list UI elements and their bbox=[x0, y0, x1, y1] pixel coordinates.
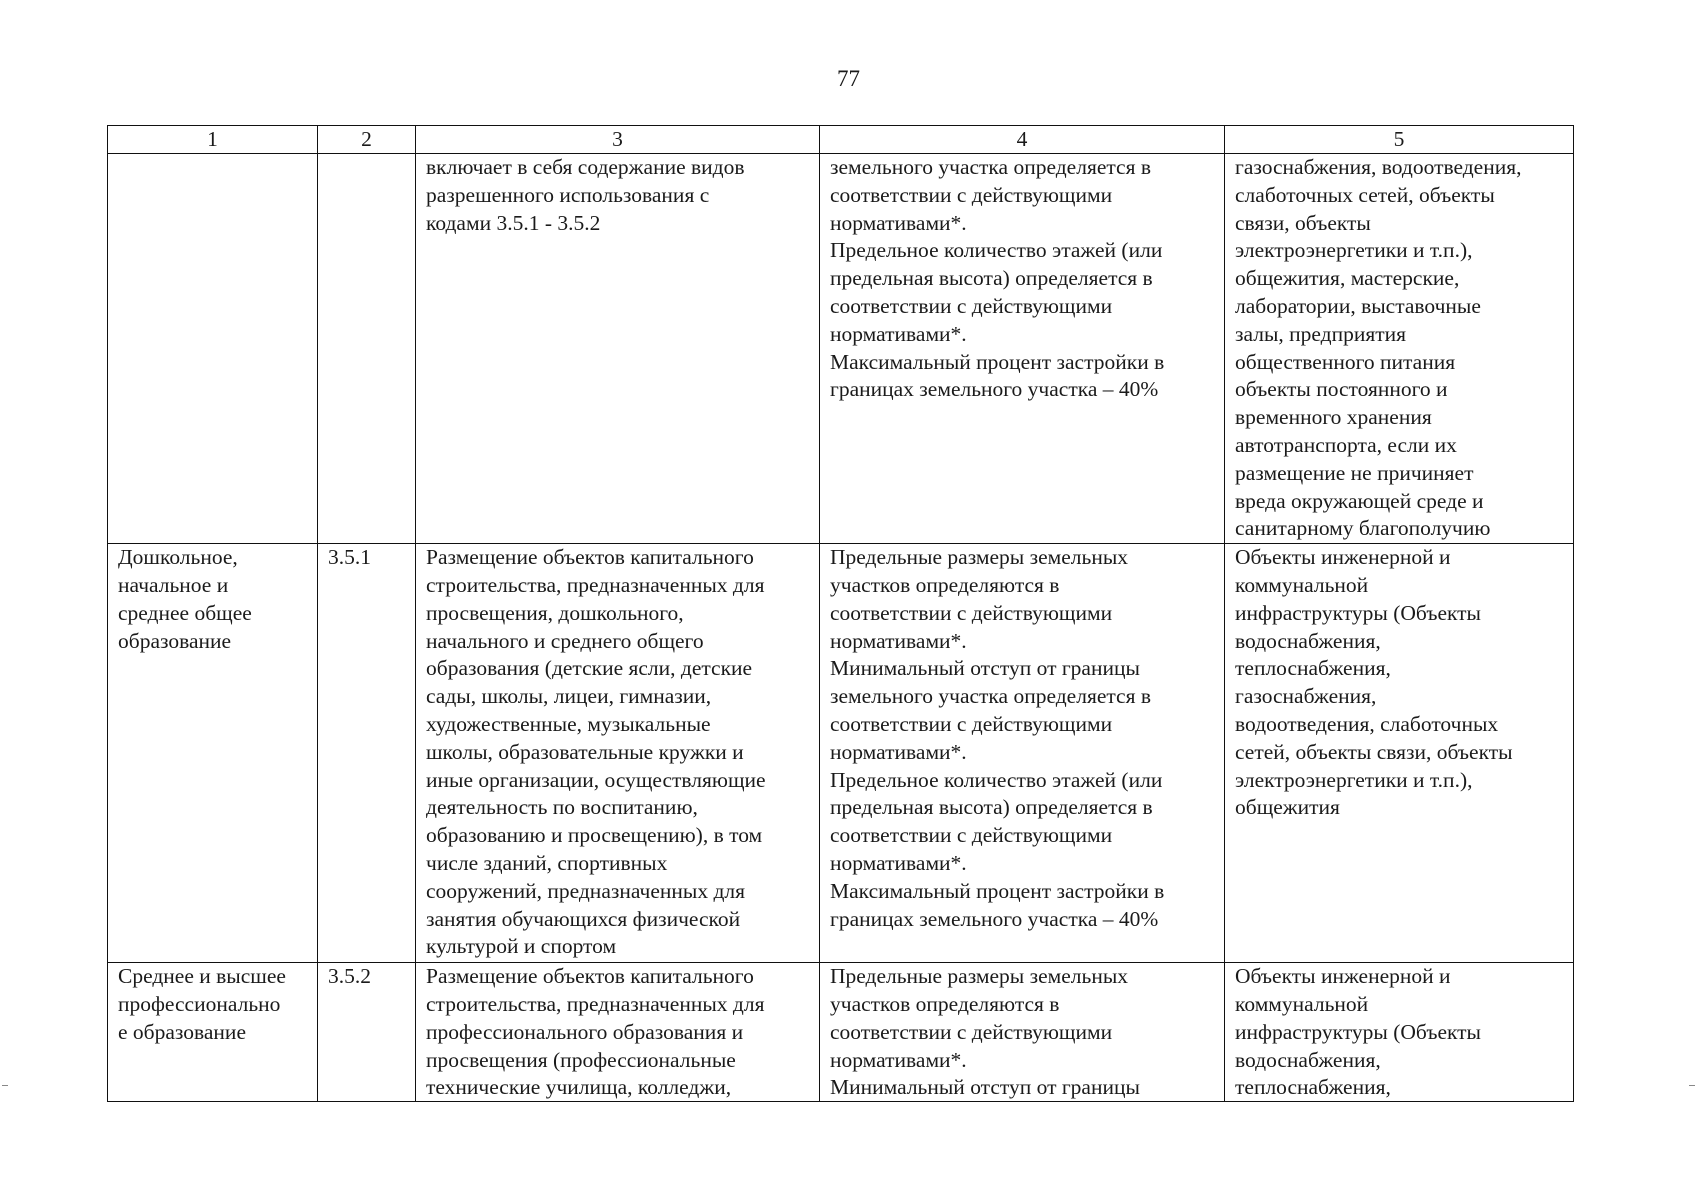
scan-margin-mark-right bbox=[1689, 1085, 1695, 1086]
use-parameters: земельного участка определяется в соответствии с действующими нормативами*. Предельное количество этажей (или предельная высота) определяется в соответствии с действующими нормативами*. Максимальный процент застройки в границах земельного участка – 40% bbox=[830, 155, 1165, 402]
column-header-2: 2 bbox=[318, 126, 416, 154]
use-name-cell bbox=[108, 544, 318, 963]
page-number: 77 bbox=[837, 66, 860, 91]
use-parameters: Предельные размеры земельных участков определяются в соответствии с действующими нормативами*. Минимальный отступ от границы земельного участка определяется в соответствии с действующими нормативами*. Предельное количество этажей (или предельная высота) определяется в соответствии с действующими нормативами*. Максимальный процент застройки в границах земельного участка – 40% bbox=[830, 545, 1165, 931]
use-parameters-cell bbox=[820, 963, 1225, 1102]
auxiliary-uses-cell bbox=[1225, 544, 1574, 963]
use-name: Среднее и высшее профессионально е образование bbox=[118, 964, 286, 1044]
use-name-cell bbox=[108, 963, 318, 1102]
auxiliary-uses-cell bbox=[1225, 963, 1574, 1102]
use-parameters-cell bbox=[820, 154, 1225, 544]
use-code: 3.5.1 bbox=[328, 545, 371, 570]
auxiliary-uses-cell bbox=[1225, 154, 1574, 544]
auxiliary-uses: газоснабжения, водоотведения, слаботочных сетей, объекты связи, объекты электроэнергетики и т.п.), общежития, мастерские, лаборатории, выставочные залы, предприятия общественного питания объекты постоянного и временного хранения автотранспорта, если их размещение не причиняет вреда окружающей среде и санитарному благополучию bbox=[1235, 155, 1522, 541]
use-code-cell bbox=[318, 544, 416, 963]
land-use-table bbox=[107, 125, 1574, 1102]
auxiliary-uses: Объекты инженерной и коммунальной инфраструктуры (Объекты водоснабжения, теплоснабжения, газоснабжения, водоотведения, слаботочных сетей, объекты связи, объекты электроэнергетики и т.п.), общежития bbox=[1235, 545, 1513, 820]
use-description-cell bbox=[416, 544, 820, 963]
column-header-4: 4 bbox=[820, 126, 1225, 154]
table-row bbox=[108, 154, 1574, 544]
table-row bbox=[108, 963, 1574, 1102]
use-description: включает в себя содержание видов разрешенного использования с кодами 3.5.1 - 3.5.2 bbox=[426, 155, 745, 235]
use-code-cell bbox=[318, 963, 416, 1102]
scan-margin-mark-left bbox=[2, 1085, 8, 1086]
use-description: Размещение объектов капитального строительства, предназначенных для просвещения, дошкольного, начального и среднего общего образования (детские ясли, детские сады, школы, лицеи, гимназии, художественные, музыкальные школы, образовательные кружки и иные организации, осуществляющие деятельность по воспитанию, образованию и просвещению), в том числе зданий, спортивных сооружений, предназначенных для занятия обучающихся физической культурой и спортом bbox=[426, 545, 766, 959]
use-code: 3.5.2 bbox=[328, 964, 371, 989]
column-header-5: 5 bbox=[1225, 126, 1574, 154]
use-name-cell bbox=[108, 154, 318, 544]
use-parameters-cell bbox=[820, 544, 1225, 963]
use-name: Дошкольное, начальное и среднее общее образование bbox=[118, 545, 252, 653]
table-row bbox=[108, 544, 1574, 963]
use-parameters: Предельные размеры земельных участков определяются в соответствии с действующими нормативами*. Минимальный отступ от границы bbox=[830, 964, 1140, 1100]
column-header-3: 3 bbox=[416, 126, 820, 154]
use-description-cell bbox=[416, 154, 820, 544]
use-description-cell bbox=[416, 963, 820, 1102]
use-description: Размещение объектов капитального строительства, предназначенных для профессионального образования и просвещения (профессиональные технические училища, колледжи, bbox=[426, 964, 765, 1100]
column-header-1: 1 bbox=[108, 126, 318, 154]
table-header-row bbox=[108, 126, 1574, 154]
auxiliary-uses: Объекты инженерной и коммунальной инфраструктуры (Объекты водоснабжения, теплоснабжения, bbox=[1235, 964, 1482, 1100]
use-code-cell bbox=[318, 154, 416, 544]
